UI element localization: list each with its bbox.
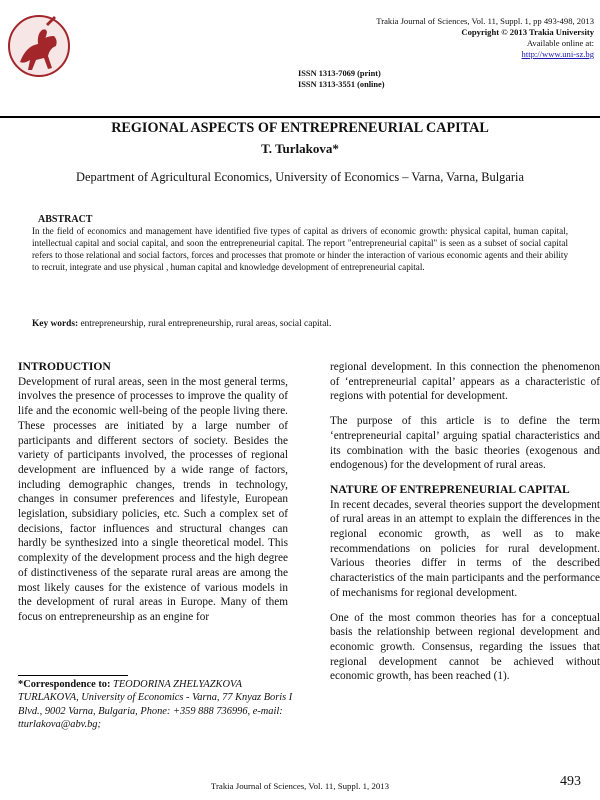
journal-header <box>376 16 594 60</box>
header-rule <box>0 116 600 118</box>
abstract-text: In the field of economics and management have identified five types of capital as drivers of economic growth: physical capital, human capital, intellectual capital and social capital, and soon the entrepreneurial capital. The report "entrepreneurial capital" is seen as a subset of social capital refers to those relational and social factors, forces and processes that promote or hinder the interaction of various economic agents and their ability to recruit, integrate and use physical , human capital and knowledge development of entrepreneurial capital. <box>32 226 568 273</box>
issn-print: ISSN 1313-7069 (print) <box>298 69 381 78</box>
issn-block <box>298 69 385 90</box>
right-paragraph-1: regional development. In this connection the phenomenon of ‘entrepreneurial capital’ appears as a characteristic of regions with potential for development. <box>330 361 600 403</box>
horse-rider-logo-icon <box>4 6 74 86</box>
paper-title: REGIONAL ASPECTS OF ENTREPRENEURIAL CAPITAL <box>111 120 489 136</box>
footnote-text: TEODORINA ZHELYAZKOVA TURLAKOVA, University of Economics - Varna, 77 Knyaz Boris I Blvd., 9002 Varna, Bulgaria, Phone: +359 888 736996, e-mail: tturlakova@abv.bg; <box>18 679 293 731</box>
issn-online: ISSN 1313-3551 (online) <box>298 79 385 89</box>
nature-heading: NATURE OF ENTREPRENEURIAL CAPITAL <box>330 482 570 496</box>
footnote-rule <box>18 675 128 676</box>
keywords <box>32 319 572 329</box>
abstract-heading: ABSTRACT <box>38 214 93 225</box>
right-paragraph-4: One of the most common theories has for a conceptual basis the relationship between regional development and economic growth. Consensus, regarding the issues that regional development cannot be achieved without economic growth, has been reached (1). <box>330 611 600 683</box>
affiliation: Department of Agricultural Economics, University of Economics – Varna, Varna, Bulgaria <box>76 170 524 184</box>
introduction-paragraph: Development of rural areas, seen in the most general terms, involves the presence of processes to improve the quality of life and the economic well-being of the people living there. These processes are initiated by a large number of participants and different sectors of society. Besides the variety of participants involved, the processes of regional development are influenced by a wide range of factors, including demographic changes, trends in technology, changes in consumer preferences and lifestyle, European legislation, subsidiary policies, etc. Such a complex set of decisions, factor influences and structural changes can hardly be synthesized into a single theoretical model. This complexity of the development process and the high degree of distinctiveness of the separate rural areas are among the most likely causes for the existence of various models in the development of rural areas in Europe. Many of them focus on entrepreneurship as an engine for <box>18 375 288 623</box>
page-footer: Trakia Journal of Sciences, Vol. 11, Suppl. 1, 2013 <box>210 781 390 791</box>
author-name: T. Turlakova* <box>261 141 339 156</box>
available-online: Available online at: <box>526 38 594 48</box>
footnote-label: *Correspondence to: <box>18 679 111 690</box>
left-column <box>18 360 288 625</box>
right-paragraph-2: The purpose of this article is to define the term ‘entrepreneurial capital’ arguing spatial characteristics and its combination with the basic theories (exogenous and endogenous) for the development of rural areas. <box>330 415 600 472</box>
keywords-label: Key words: <box>32 319 79 329</box>
journal-url-link[interactable]: http://www.uni-sz.bg <box>521 49 594 59</box>
introduction-heading: INTRODUCTION <box>18 360 111 373</box>
right-column <box>330 360 600 684</box>
right-paragraph-3: In recent decades, several theories support the development of rural areas in an attempt to explain the differences in the regional economic growth, as well as to make recommendations on policies for rural development. Various theories differ in terms of the described characteristics of the main participants and the performance of mechanisms for regional development. <box>330 498 600 599</box>
keywords-text: entrepreneurship, rural entrepreneurship, rural areas, social capital. <box>78 319 332 329</box>
correspondence-footnote <box>18 678 298 732</box>
journal-citation: Trakia Journal of Sciences, Vol. 11, Suppl. 1, pp 493-498, 2013 <box>376 16 594 26</box>
page-number: 493 <box>560 774 581 789</box>
copyright: Copyright © 2013 Trakia University <box>461 27 594 37</box>
